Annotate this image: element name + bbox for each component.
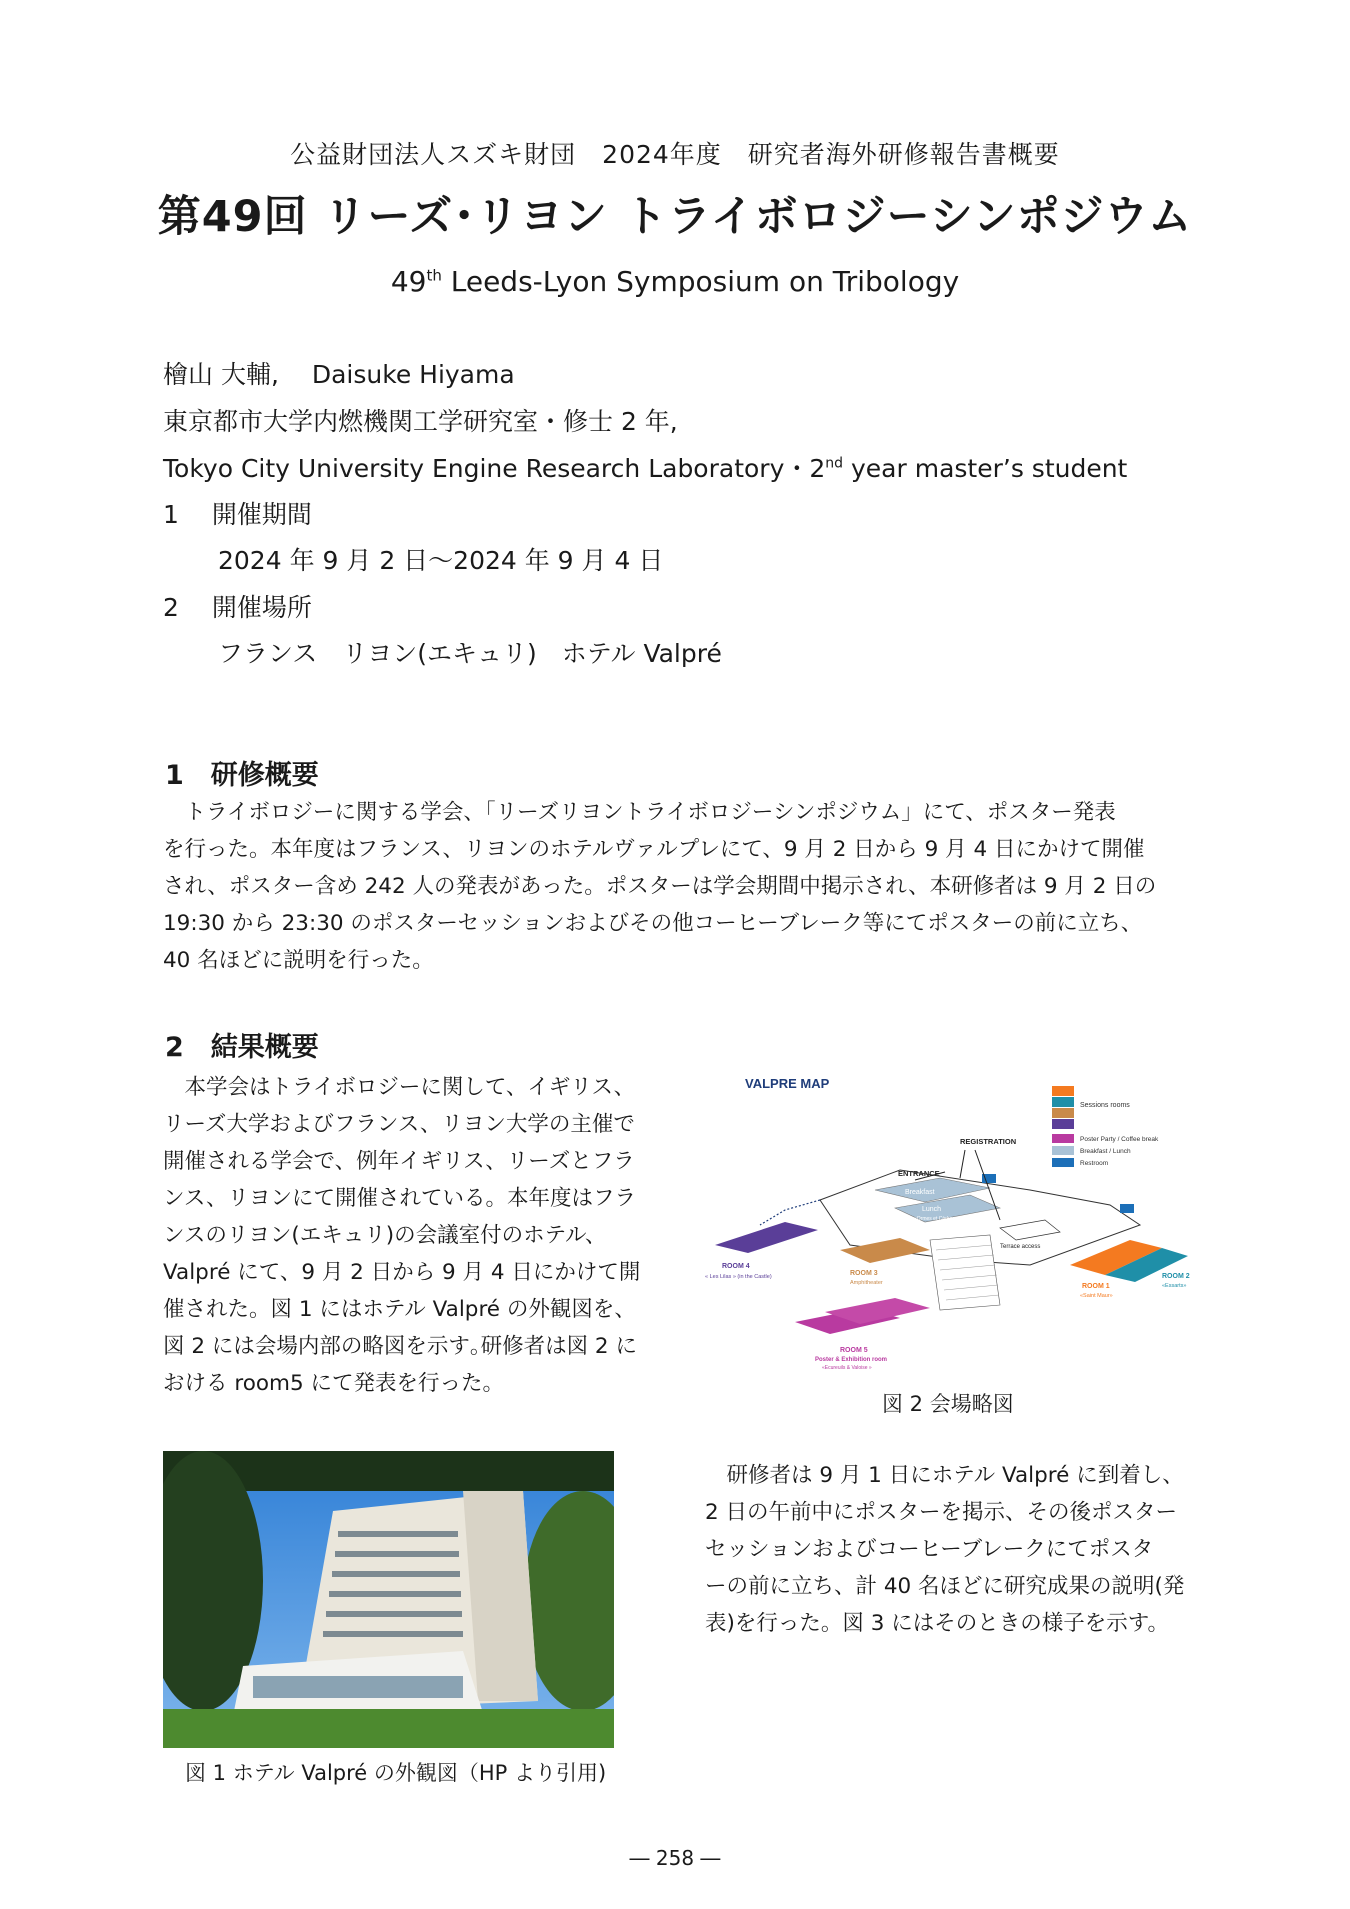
section2-left-line: ンス、リヨンにて開催されている。本年度はフラ	[163, 1186, 637, 1211]
hotel-photo-illustration	[163, 1451, 614, 1748]
map-label-room4: ROOM 4	[722, 1263, 750, 1270]
section1-heading: 1 研修概要	[165, 760, 319, 791]
path-dotted	[760, 1200, 820, 1225]
section2-left-line: ンスのリヨン(エキュリ)の会議室付のホテル、	[163, 1223, 607, 1248]
map-label-room1: ROOM 1	[1082, 1283, 1110, 1290]
affiliation-en-tail: year master’s student	[843, 454, 1128, 483]
section2-left-line: 開催される学会で、例年イギリス、リーズとフラ	[163, 1149, 635, 1174]
author-name: 檜山 大輔, Daisuke Hiyama	[163, 360, 515, 389]
map-label-room3: ROOM 3	[850, 1270, 878, 1277]
section2-right-line: 2 日の午前中にポスターを掲示、その後ポスター	[705, 1500, 1178, 1525]
section2-left-line: 催された。図 1 にはホテル Valpré の外観図を、	[163, 1297, 636, 1322]
legend-sessions: Sessions rooms	[1080, 1102, 1130, 1109]
photo-lawn	[163, 1709, 614, 1748]
map-label-terrace: Terrace access	[1000, 1244, 1041, 1250]
registration-arrow-1	[960, 1150, 965, 1178]
venue-value: フランス リヨン(エキュリ) ホテル Valpré	[218, 639, 722, 668]
section2-left-line: 本学会はトライボロジーに関して、イギリス、	[163, 1075, 636, 1100]
venue-label: 2 開催場所	[163, 593, 312, 622]
page-title: 第49回 リーズ･リヨン トライボロジーシンポジウム	[157, 192, 1193, 242]
map-label-room1-sub: «Saint Maur»	[1080, 1293, 1113, 1299]
photo-lower-glass	[253, 1676, 463, 1698]
legend-swatch-copper	[1052, 1108, 1074, 1118]
venue-map-figure	[700, 1060, 1220, 1380]
section2-left-line: Valpré にて、9 月 2 日から 9 月 4 日にかけて開	[163, 1260, 641, 1285]
terrace	[1000, 1220, 1060, 1240]
room4-shape	[715, 1222, 818, 1253]
map-label-breakfast: Breakfast	[905, 1189, 935, 1196]
room3-shape	[840, 1238, 930, 1263]
section2-right-line: セッションおよびコーヒーブレークにてポスタ	[705, 1537, 1154, 1562]
page-number: ― 258 ―	[629, 1846, 721, 1870]
map-label-lunch: Lunch	[922, 1206, 942, 1213]
map-label-room5-sub2: «Ecureuils & Valoise »	[822, 1365, 872, 1371]
venue-map	[700, 1060, 1220, 1380]
legend-restroom: Restroom	[1080, 1160, 1109, 1167]
map-label-room3-sub: Amphitheater	[850, 1280, 883, 1286]
section1-body	[163, 794, 1156, 979]
map-label-room4-sub: « Les Lilas » (in the Castle)	[705, 1274, 772, 1280]
map-label-room5: ROOM 5	[840, 1347, 868, 1354]
section2-left-body	[163, 1069, 640, 1402]
section2-left-line: おける room5 にて発表を行った。	[163, 1371, 504, 1396]
section1-line: され、ポスター含め 242 人の発表があった。ポスターは学会期間中掲示され、本研修者は 9 月 2 日の	[163, 874, 1157, 899]
legend-swatch-orange	[1052, 1086, 1074, 1096]
map-label-lunch-sub: «Ormes et Cèdres»	[914, 1216, 958, 1222]
section1-line: トライボロジーに関する学会、「リーズリヨントライボロジーシンポジウム」にて、ポスター発表	[163, 800, 1116, 825]
fig1-caption: 図 1 ホテル Valpré の外観図（HP より引用)	[185, 1761, 607, 1785]
legend-swatch-blue	[1052, 1158, 1074, 1167]
affiliation-en	[163, 449, 1127, 485]
section2-right-line: 研修者は 9 月 1 日にホテル Valpré に到着し、	[705, 1463, 1184, 1488]
restroom-marker-2	[1120, 1204, 1134, 1213]
period-label: 1 開催期間	[163, 500, 312, 529]
section2-left-line: リーズ大学およびフランス、リヨン大学の主催で	[163, 1112, 635, 1137]
fig2-caption: 図 2 会場略図	[882, 1392, 1014, 1416]
english-title-number: 49	[390, 265, 427, 298]
affiliation-en-main: Tokyo City University Engine Research Laboratory・2	[163, 454, 826, 483]
section2-heading: 2 結果概要	[165, 1032, 319, 1063]
map-label-room2: ROOM 2	[1162, 1273, 1190, 1280]
legend-breakfast: Breakfast / Lunch	[1080, 1148, 1131, 1155]
section2-right-line: ーの前に立ち、計 40 名ほどに研究成果の説明(発	[705, 1574, 1185, 1599]
map-title: VALPRE MAP	[745, 1076, 830, 1091]
section2-right-line: 表)を行った。図 3 にはそのときの様子を示す。	[705, 1611, 1170, 1636]
section2-left-line: 図 2 には会場内部の略図を示す｡研修者は図 2 に	[163, 1334, 637, 1359]
affiliation-ja: 東京都市大学内燃機関工学研究室・修士 2 年,	[163, 407, 678, 436]
legend-swatch-lightblue	[1052, 1146, 1074, 1155]
map-label-room5-sub: Poster & Exhibition room	[815, 1357, 888, 1363]
map-label-entrance: ENTRANCE	[898, 1169, 940, 1178]
section2-right-body	[705, 1457, 1184, 1642]
affiliation-en-sup: nd	[825, 455, 844, 472]
english-title	[0, 265, 1350, 298]
period-value: 2024 年 9 月 2 日～2024 年 9 月 4 日	[218, 546, 664, 575]
map-label-room2-sub: «Essarts»	[1162, 1283, 1187, 1289]
legend-poster: Poster Party / Coffee break	[1080, 1136, 1159, 1143]
english-title-sup: th	[426, 266, 442, 285]
section1-line: を行った。本年度はフランス、リヨンのホテルヴァルプレにて、9 月 2 日から 9 月 4 日にかけて開催	[163, 837, 1145, 862]
section1-line: 40 名ほどに説明を行った。	[163, 948, 434, 973]
legend-swatch-magenta	[1052, 1134, 1074, 1143]
hotel-photo	[163, 1451, 614, 1748]
legend-swatch-purple	[1052, 1119, 1074, 1129]
map-label-registration: REGISTRATION	[960, 1137, 1017, 1146]
legend-swatch-teal	[1052, 1097, 1074, 1107]
section1-line: 19:30 から 23:30 のポスターセッションおよびその他コーヒーブレーク等にてポスターの前に立ち、	[163, 911, 1143, 936]
report-subtitle: 公益財団法人スズキ財団 2024年度 研究者海外研修報告書概要	[290, 140, 1060, 169]
english-title-rest: Leeds-Lyon Symposium on Tribology	[441, 265, 960, 298]
stairs-area	[930, 1235, 1000, 1310]
